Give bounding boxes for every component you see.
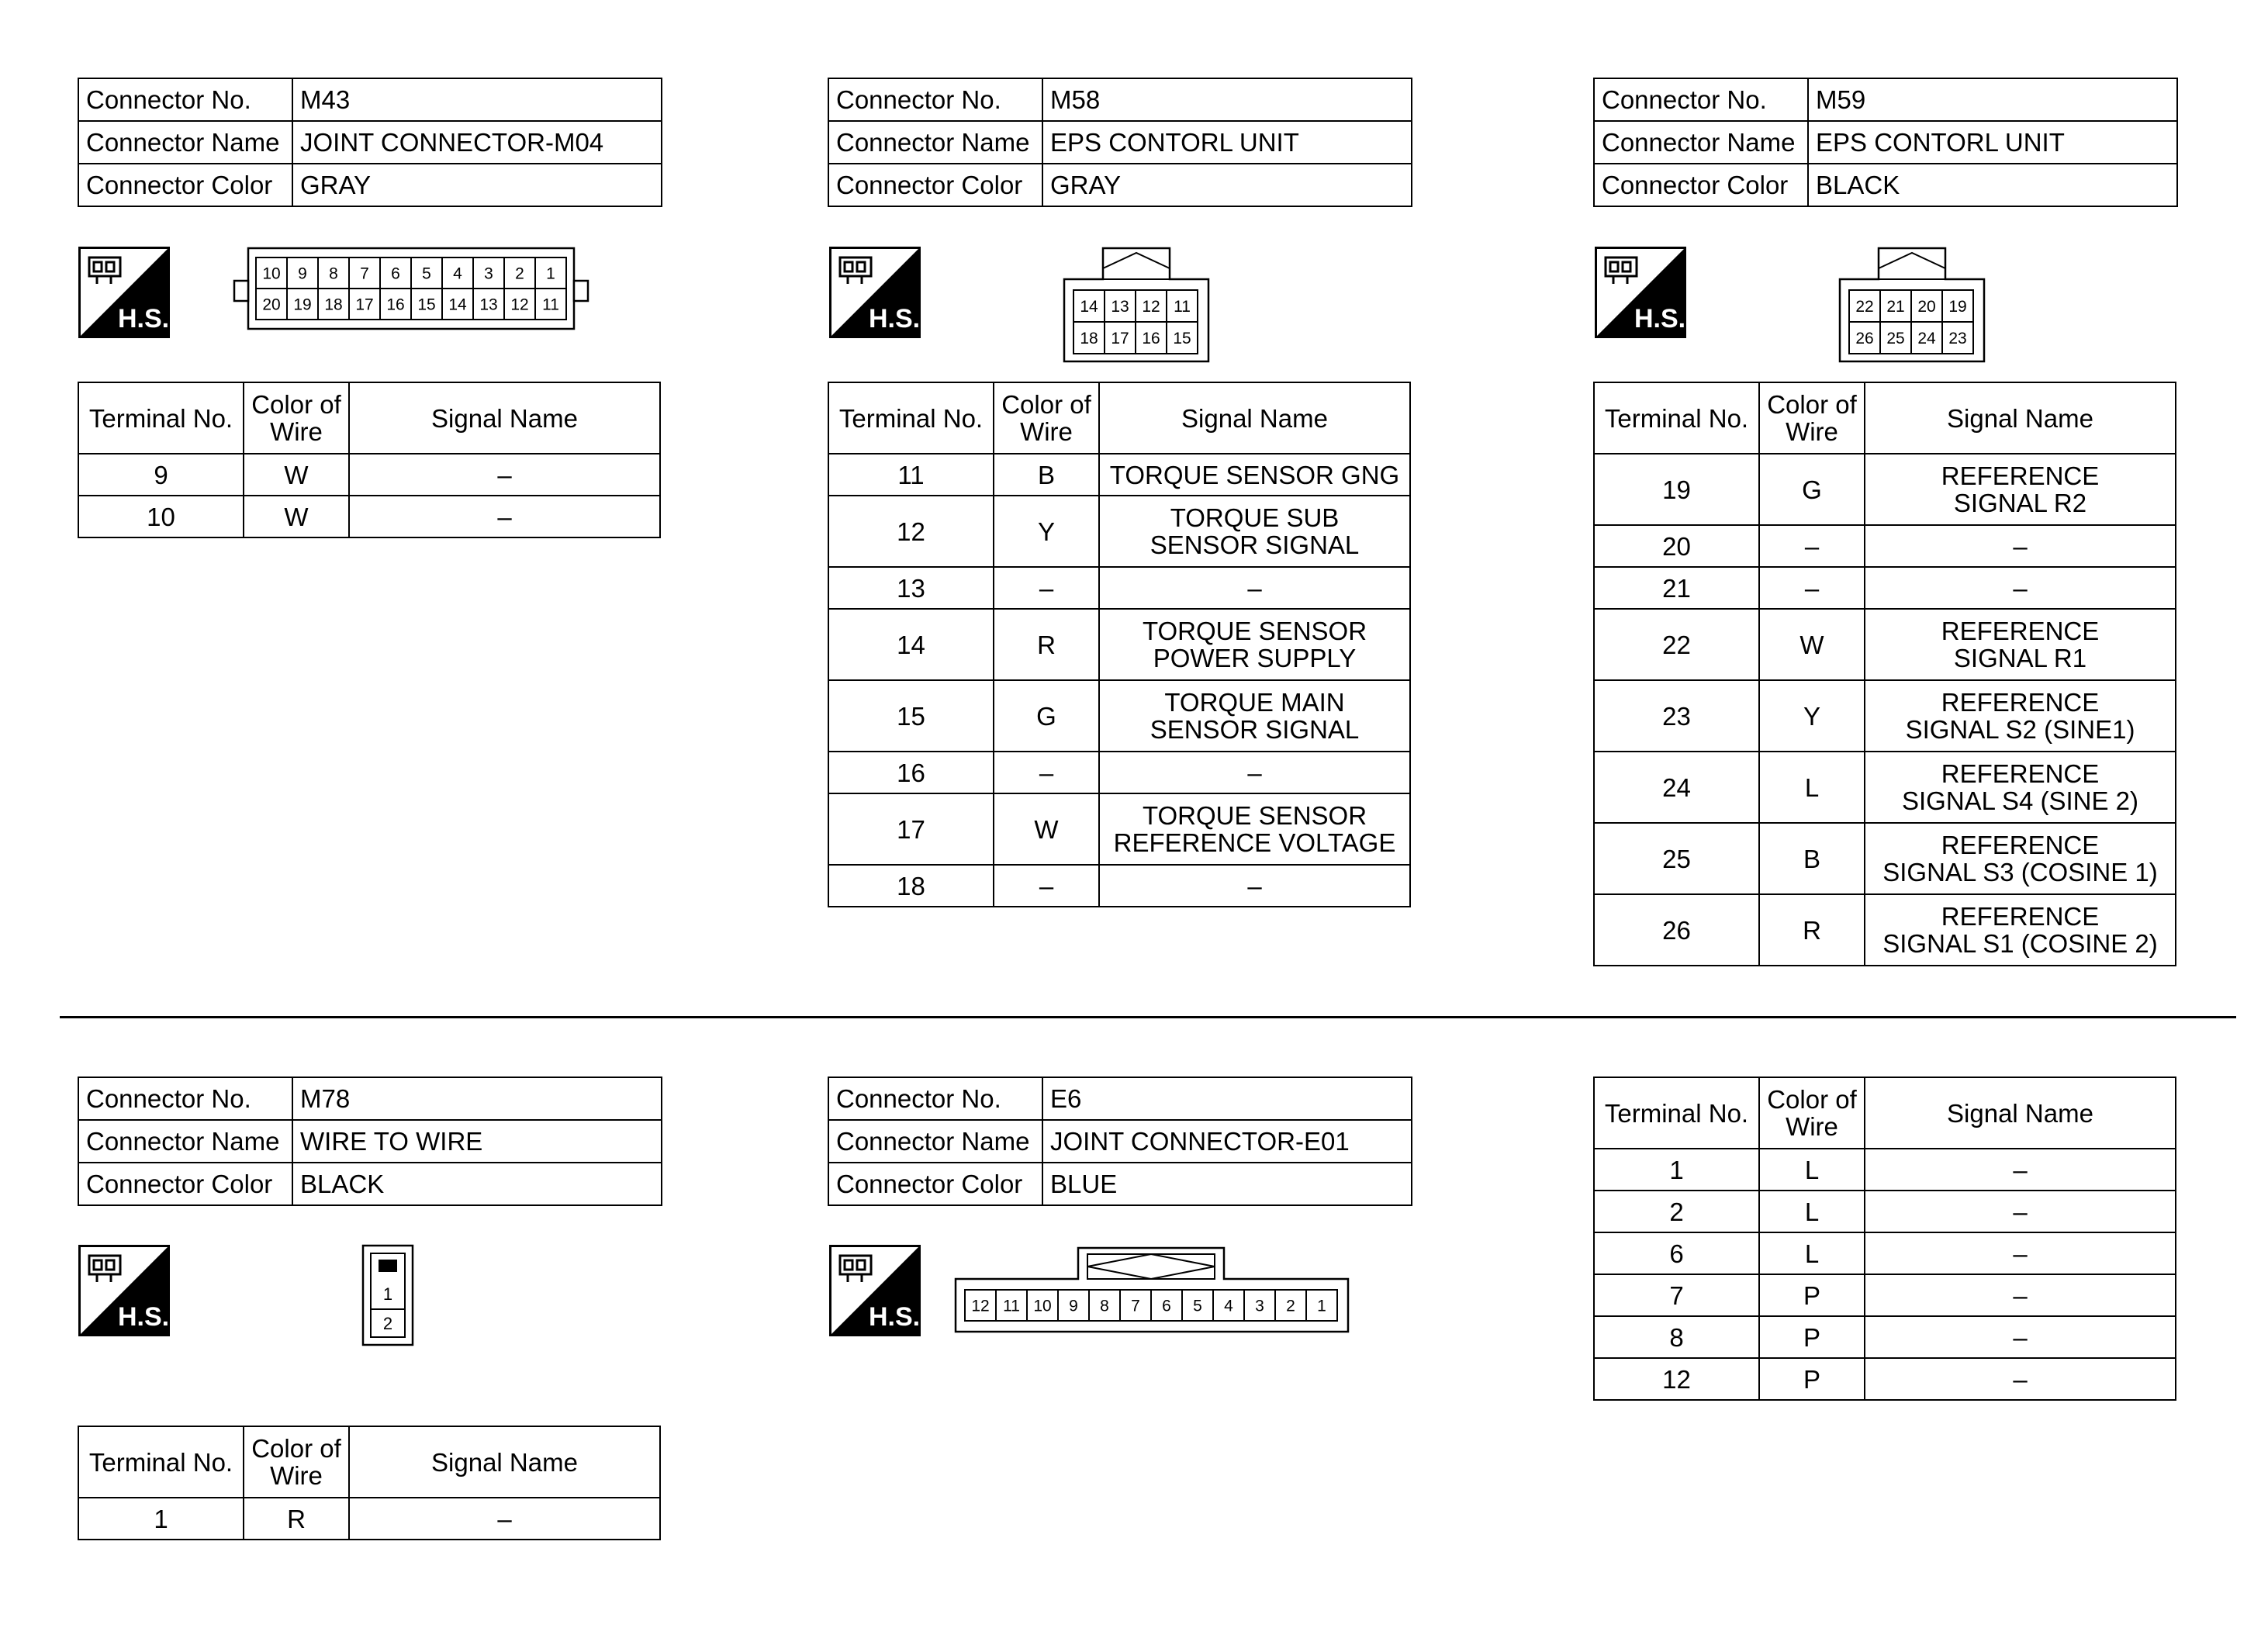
- wire-color-cell: R: [994, 609, 1099, 680]
- wire-color-cell: Y: [994, 496, 1099, 567]
- wire-color-cell: –: [994, 567, 1099, 609]
- signal-name-cell: [1865, 823, 2176, 894]
- signal-name-cell: [1865, 752, 2176, 823]
- connector-no-row: [828, 78, 1412, 121]
- connector-color-value: BLUE: [1042, 1163, 1412, 1205]
- connector-no-value: E6: [1042, 1077, 1412, 1120]
- color-of-wire-header-line2: Wire: [1020, 417, 1073, 446]
- pin-label: 18: [1080, 330, 1098, 348]
- terminal-no-cell: 10: [78, 496, 244, 537]
- pin-label: 11: [542, 295, 559, 314]
- signal-name-line: TORQUE SUB: [1170, 503, 1340, 532]
- signal-name-line: –: [2013, 1155, 2028, 1184]
- connector-name-value: JOINT CONNECTOR-E01: [1042, 1120, 1412, 1163]
- connector-color-label: Connector Color: [78, 164, 292, 206]
- color-of-wire-header: [1759, 1077, 1865, 1149]
- wire-color-cell: L: [1759, 752, 1865, 823]
- signal-name-cell: [1865, 609, 2176, 680]
- pin-label: 20: [1917, 298, 1936, 316]
- connector-color-label: Connector Color: [828, 1163, 1042, 1205]
- wire-color-cell: W: [1759, 609, 1865, 680]
- wire-color-cell: B: [1759, 823, 1865, 894]
- color-of-wire-header-line1: Color of: [251, 1434, 341, 1463]
- pin-label: 3: [484, 264, 493, 283]
- connector-color-row: [78, 164, 662, 206]
- pin-label: 5: [1193, 1297, 1202, 1315]
- terminal-row: [828, 865, 1410, 907]
- connector-info-table: [828, 1077, 1412, 1206]
- signal-name-cell: [1865, 1316, 2176, 1358]
- connector-name-label: Connector Name: [1594, 121, 1808, 164]
- signal-name-line: –: [1247, 573, 1262, 603]
- connector-no-row: [828, 1077, 1412, 1120]
- terminal-no-cell: 25: [1594, 823, 1759, 894]
- pin-label: 15: [417, 295, 436, 314]
- terminal-no-cell: 22: [1594, 609, 1759, 680]
- terminal-no-cell: 14: [828, 609, 994, 680]
- pin-label: 2: [1286, 1297, 1295, 1315]
- pin-label: 11: [1174, 298, 1191, 316]
- terminal-no-header: Terminal No.: [1594, 382, 1759, 454]
- pin-label: 14: [1080, 298, 1098, 316]
- connector-name-row: [828, 1120, 1412, 1163]
- connector-face-diagram-m78: [361, 1244, 414, 1346]
- terminal-no-cell: 19: [1594, 454, 1759, 525]
- connector-face-diagram-e6: [954, 1245, 1350, 1333]
- signal-name-line: SIGNAL S2 (SINE1): [1905, 715, 2135, 744]
- pin-label: 12: [510, 295, 529, 314]
- terminal-no-cell: 13: [828, 567, 994, 609]
- pin-label: 3: [1255, 1297, 1264, 1315]
- terminal-row: [1594, 1149, 2176, 1191]
- terminal-row: [1594, 1232, 2176, 1274]
- signal-name-line: TORQUE SENSOR: [1142, 801, 1367, 830]
- pin-label: 1: [1317, 1297, 1326, 1315]
- terminal-row: [828, 680, 1410, 752]
- terminal-table-header: [78, 382, 660, 454]
- connector-face-diagram-m59: [1838, 247, 1986, 363]
- signal-name-line: SIGNAL R1: [1953, 644, 2087, 672]
- pin-label: 20: [262, 295, 281, 314]
- pin-label: 5: [422, 264, 431, 283]
- signal-name-cell: [1099, 609, 1410, 680]
- terminal-no-cell: 6: [1594, 1232, 1759, 1274]
- terminal-no-cell: 16: [828, 752, 994, 793]
- wire-color-cell: P: [1759, 1358, 1865, 1400]
- color-of-wire-header-line1: Color of: [251, 390, 341, 419]
- wire-color-cell: W: [244, 496, 349, 537]
- wire-color-cell: W: [994, 793, 1099, 865]
- pin-label: 13: [1111, 298, 1129, 316]
- signal-name-line: –: [497, 502, 512, 531]
- connector-no-value: M58: [1042, 78, 1412, 121]
- connector-no-row: [1594, 78, 2177, 121]
- terminal-no-cell: 17: [828, 793, 994, 865]
- signal-name-cell: [1099, 793, 1410, 865]
- pin-label: 19: [1948, 298, 1967, 316]
- connector-color-row: [828, 1163, 1412, 1205]
- connector-no-label: Connector No.: [828, 78, 1042, 121]
- terminal-row: [828, 496, 1410, 567]
- pin-label: 17: [1111, 330, 1129, 348]
- terminal-no-cell: 9: [78, 454, 244, 496]
- terminal-no-cell: 12: [828, 496, 994, 567]
- connector-name-label: Connector Name: [828, 121, 1042, 164]
- connector-info-table: [78, 78, 662, 207]
- connector-no-value: M43: [292, 78, 662, 121]
- signal-name-cell: [349, 496, 660, 537]
- connector-color-value: GRAY: [292, 164, 662, 206]
- hs-connector-icon: [78, 247, 170, 338]
- connector-color-value: BLACK: [1808, 164, 2177, 206]
- signal-name-header: Signal Name: [1865, 1077, 2176, 1149]
- pin-label: 14: [448, 295, 467, 314]
- terminal-row: [1594, 567, 2176, 609]
- wire-color-cell: Y: [1759, 680, 1865, 752]
- pin-label: 25: [1886, 330, 1905, 348]
- pin-label: 8: [329, 264, 338, 283]
- terminal-no-cell: 18: [828, 865, 994, 907]
- color-of-wire-header-line1: Color of: [1001, 390, 1091, 419]
- connector-info-table: [828, 78, 1412, 207]
- connector-no-value: M59: [1808, 78, 2177, 121]
- signal-name-line: SIGNAL S1 (COSINE 2): [1882, 929, 2158, 958]
- terminal-table-m58: [828, 382, 1411, 907]
- connector-name-row: [1594, 121, 2177, 164]
- pin-label: 4: [453, 264, 462, 283]
- terminal-no-cell: 2: [1594, 1191, 1759, 1232]
- signal-name-line: SENSOR SIGNAL: [1150, 715, 1360, 744]
- terminal-table-header: [1594, 1077, 2176, 1149]
- connector-no-label: Connector No.: [828, 1077, 1042, 1120]
- pin-label: 2: [382, 1314, 393, 1333]
- wire-color-cell: G: [1759, 454, 1865, 525]
- terminal-no-cell: 7: [1594, 1274, 1759, 1316]
- signal-name-cell: [1865, 894, 2176, 966]
- terminal-no-cell: 15: [828, 680, 994, 752]
- signal-name-line: SIGNAL S4 (SINE 2): [1901, 786, 2139, 815]
- pin-label: 24: [1917, 330, 1936, 348]
- connector-face-diagram-m43: [233, 247, 589, 332]
- pin-label: 11: [1003, 1297, 1020, 1315]
- wire-color-cell: B: [994, 454, 1099, 496]
- connector-color-row: [828, 164, 1412, 206]
- wire-color-cell: L: [1759, 1232, 1865, 1274]
- terminal-row: [828, 454, 1410, 496]
- signal-name-cell: [1865, 1274, 2176, 1316]
- hs-connector-icon: [78, 1245, 170, 1336]
- wire-color-cell: –: [994, 752, 1099, 793]
- signal-name-header: Signal Name: [1099, 382, 1410, 454]
- pin-label: 12: [1142, 298, 1160, 316]
- wire-color-cell: W: [244, 454, 349, 496]
- terminal-row: [1594, 1274, 2176, 1316]
- color-of-wire-header: [1759, 382, 1865, 454]
- connector-name-row: [78, 121, 662, 164]
- signal-name-line: POWER SUPPLY: [1153, 644, 1357, 672]
- signal-name-line: REFERENCE VOLTAGE: [1113, 828, 1396, 857]
- terminal-no-cell: 11: [828, 454, 994, 496]
- hs-connector-icon: [1595, 247, 1686, 338]
- pin-label: 2: [515, 264, 524, 283]
- pin-label: 1: [382, 1284, 393, 1304]
- terminal-no-cell: 23: [1594, 680, 1759, 752]
- pin-label: 21: [1886, 298, 1905, 316]
- signal-name-cell: [1099, 865, 1410, 907]
- signal-name-cell: [1865, 454, 2176, 525]
- terminal-row: [828, 609, 1410, 680]
- signal-name-line: REFERENCE: [1941, 902, 2100, 931]
- color-of-wire-header-line2: Wire: [1786, 1112, 1838, 1141]
- pin-label: 9: [1069, 1297, 1078, 1315]
- signal-name-header: Signal Name: [349, 1426, 660, 1498]
- terminal-table-header: [828, 382, 1410, 454]
- signal-name-cell: [1099, 454, 1410, 496]
- signal-name-cell: [1865, 1149, 2176, 1191]
- pin-label: 19: [293, 295, 312, 314]
- terminal-row: [828, 752, 1410, 793]
- terminal-table-header: [78, 1426, 660, 1498]
- signal-name-line: TORQUE SENSOR: [1142, 617, 1367, 645]
- terminal-row: [1594, 525, 2176, 567]
- pin-label: 7: [360, 264, 369, 283]
- terminal-table-header: [1594, 382, 2176, 454]
- color-of-wire-header: [994, 382, 1099, 454]
- signal-name-cell: [349, 454, 660, 496]
- connector-name-row: [828, 121, 1412, 164]
- color-of-wire-header: [244, 382, 349, 454]
- pin-label: 22: [1855, 298, 1874, 316]
- section-divider: [60, 1016, 2236, 1018]
- terminal-row: [1594, 1358, 2176, 1400]
- terminal-row: [1594, 454, 2176, 525]
- terminal-row: [1594, 680, 2176, 752]
- signal-name-cell: [1099, 567, 1410, 609]
- terminal-row: [828, 793, 1410, 865]
- signal-name-line: –: [1247, 871, 1262, 900]
- pin-label: 17: [355, 295, 374, 314]
- hs-badge-label: H.S.: [868, 304, 921, 334]
- signal-name-line: –: [497, 460, 512, 489]
- wire-color-cell: R: [1759, 894, 1865, 966]
- connector-color-label: Connector Color: [828, 164, 1042, 206]
- terminal-table-m59: [1593, 382, 2176, 966]
- pin-label: 10: [1033, 1297, 1052, 1315]
- signal-name-cell: [1099, 680, 1410, 752]
- pin-label: 6: [1162, 1297, 1171, 1315]
- wire-color-cell: L: [1759, 1191, 1865, 1232]
- wire-color-cell: L: [1759, 1149, 1865, 1191]
- connector-name-label: Connector Name: [78, 121, 292, 164]
- hs-connector-icon: [829, 247, 921, 338]
- terminal-no-header: Terminal No.: [78, 382, 244, 454]
- signal-name-header: Signal Name: [349, 382, 660, 454]
- signal-name-line: –: [1247, 758, 1262, 787]
- terminal-table-e6: [1593, 1077, 2176, 1401]
- terminal-no-header: Terminal No.: [828, 382, 994, 454]
- signal-name-line: –: [2013, 1197, 2028, 1226]
- terminal-no-cell: 1: [78, 1498, 244, 1540]
- pin-label: 16: [386, 295, 405, 314]
- signal-name-cell: [1865, 1191, 2176, 1232]
- connector-info-table: [1593, 78, 2178, 207]
- signal-name-line: –: [2013, 1322, 2028, 1352]
- terminal-row: [78, 454, 660, 496]
- terminal-no-cell: 1: [1594, 1149, 1759, 1191]
- hs-badge-label: H.S.: [117, 304, 170, 334]
- hs-badge-label: H.S.: [1634, 304, 1686, 334]
- connector-name-value: EPS CONTORL UNIT: [1042, 121, 1412, 164]
- wire-color-cell: P: [1759, 1274, 1865, 1316]
- signal-name-line: –: [2013, 573, 2028, 603]
- pin-label: 16: [1142, 330, 1160, 348]
- wire-color-cell: –: [994, 865, 1099, 907]
- signal-name-line: SIGNAL S3 (COSINE 1): [1882, 858, 2158, 886]
- connector-color-row: [1594, 164, 2177, 206]
- pin-label: 1: [546, 264, 555, 283]
- signal-name-line: –: [2013, 1239, 2028, 1268]
- connector-face-diagram-m58: [1063, 247, 1210, 363]
- connector-no-label: Connector No.: [78, 1077, 292, 1120]
- color-of-wire-header-line2: Wire: [1786, 417, 1838, 446]
- signal-name-cell: [349, 1498, 660, 1540]
- pin-label: 15: [1173, 330, 1191, 348]
- connector-color-row: [78, 1163, 662, 1205]
- pin-label: 23: [1948, 330, 1967, 348]
- color-of-wire-header-line1: Color of: [1767, 1085, 1857, 1114]
- signal-name-cell: [1099, 752, 1410, 793]
- wire-color-cell: R: [244, 1498, 349, 1540]
- signal-name-header: Signal Name: [1865, 382, 2176, 454]
- connector-lock-icon: [379, 1260, 397, 1272]
- terminal-row: [78, 496, 660, 537]
- connector-no-value: M78: [292, 1077, 662, 1120]
- signal-name-line: TORQUE SENSOR GNG: [1109, 460, 1400, 489]
- color-of-wire-header: [244, 1426, 349, 1498]
- signal-name-line: REFERENCE: [1941, 759, 2100, 788]
- connector-no-label: Connector No.: [78, 78, 292, 121]
- terminal-row: [828, 567, 1410, 609]
- connector-color-label: Connector Color: [1594, 164, 1808, 206]
- pin-label: 8: [1100, 1297, 1109, 1315]
- connector-color-value: BLACK: [292, 1163, 662, 1205]
- terminal-row: [78, 1498, 660, 1540]
- signal-name-line: REFERENCE: [1941, 831, 2100, 859]
- pin-label: 12: [971, 1297, 990, 1315]
- hs-badge-label: H.S.: [868, 1302, 921, 1332]
- terminal-no-cell: 26: [1594, 894, 1759, 966]
- hs-connector-icon: [829, 1245, 921, 1336]
- connector-name-label: Connector Name: [828, 1120, 1042, 1163]
- signal-name-line: –: [2013, 531, 2028, 561]
- terminal-no-cell: 21: [1594, 567, 1759, 609]
- terminal-row: [1594, 752, 2176, 823]
- pin-label: 9: [298, 264, 307, 283]
- signal-name-cell: [1865, 525, 2176, 567]
- pin-label: 13: [479, 295, 498, 314]
- terminal-table-m78: [78, 1426, 661, 1540]
- connector-color-value: GRAY: [1042, 164, 1412, 206]
- pin-label: 18: [324, 295, 343, 314]
- hs-badge-label: H.S.: [117, 1302, 170, 1332]
- terminal-no-cell: 8: [1594, 1316, 1759, 1358]
- color-of-wire-header-line2: Wire: [270, 1461, 323, 1490]
- connector-name-value: WIRE TO WIRE: [292, 1120, 662, 1163]
- terminal-no-cell: 20: [1594, 525, 1759, 567]
- connector-info-table: [78, 1077, 662, 1206]
- connector-color-label: Connector Color: [78, 1163, 292, 1205]
- terminal-row: [1594, 609, 2176, 680]
- connector-name-value: EPS CONTORL UNIT: [1808, 121, 2177, 164]
- signal-name-line: SENSOR SIGNAL: [1150, 531, 1360, 559]
- signal-name-cell: [1865, 1358, 2176, 1400]
- wire-color-cell: P: [1759, 1316, 1865, 1358]
- terminal-no-header: Terminal No.: [78, 1426, 244, 1498]
- terminal-row: [1594, 1316, 2176, 1358]
- connector-name-row: [78, 1120, 662, 1163]
- connector-no-label: Connector No.: [1594, 78, 1808, 121]
- pin-label: 7: [1131, 1297, 1140, 1315]
- signal-name-line: SIGNAL R2: [1953, 489, 2087, 517]
- signal-name-cell: [1865, 1232, 2176, 1274]
- connector-no-row: [78, 78, 662, 121]
- wire-color-cell: –: [1759, 525, 1865, 567]
- pin-label: 10: [262, 264, 281, 283]
- connector-name-value: JOINT CONNECTOR-M04: [292, 121, 662, 164]
- signal-name-line: TORQUE MAIN: [1164, 688, 1345, 717]
- wire-color-cell: –: [1759, 567, 1865, 609]
- signal-name-line: REFERENCE: [1941, 617, 2100, 645]
- pin-label: 6: [391, 264, 400, 283]
- pin-label: 26: [1855, 330, 1874, 348]
- signal-name-cell: [1099, 496, 1410, 567]
- signal-name-line: REFERENCE: [1941, 461, 2100, 490]
- terminal-no-cell: 12: [1594, 1358, 1759, 1400]
- signal-name-line: –: [2013, 1280, 2028, 1310]
- signal-name-cell: [1865, 567, 2176, 609]
- terminal-no-cell: 24: [1594, 752, 1759, 823]
- signal-name-line: REFERENCE: [1941, 688, 2100, 717]
- signal-name-line: –: [2013, 1364, 2028, 1394]
- terminal-row: [1594, 894, 2176, 966]
- terminal-row: [1594, 823, 2176, 894]
- color-of-wire-header-line2: Wire: [270, 417, 323, 446]
- signal-name-line: –: [497, 1504, 512, 1533]
- connector-no-row: [78, 1077, 662, 1120]
- wire-color-cell: G: [994, 680, 1099, 752]
- pin-label: 4: [1224, 1297, 1233, 1315]
- terminal-no-header: Terminal No.: [1594, 1077, 1759, 1149]
- connector-name-label: Connector Name: [78, 1120, 292, 1163]
- terminal-row: [1594, 1191, 2176, 1232]
- color-of-wire-header-line1: Color of: [1767, 390, 1857, 419]
- signal-name-cell: [1865, 680, 2176, 752]
- terminal-table-m43: [78, 382, 661, 538]
